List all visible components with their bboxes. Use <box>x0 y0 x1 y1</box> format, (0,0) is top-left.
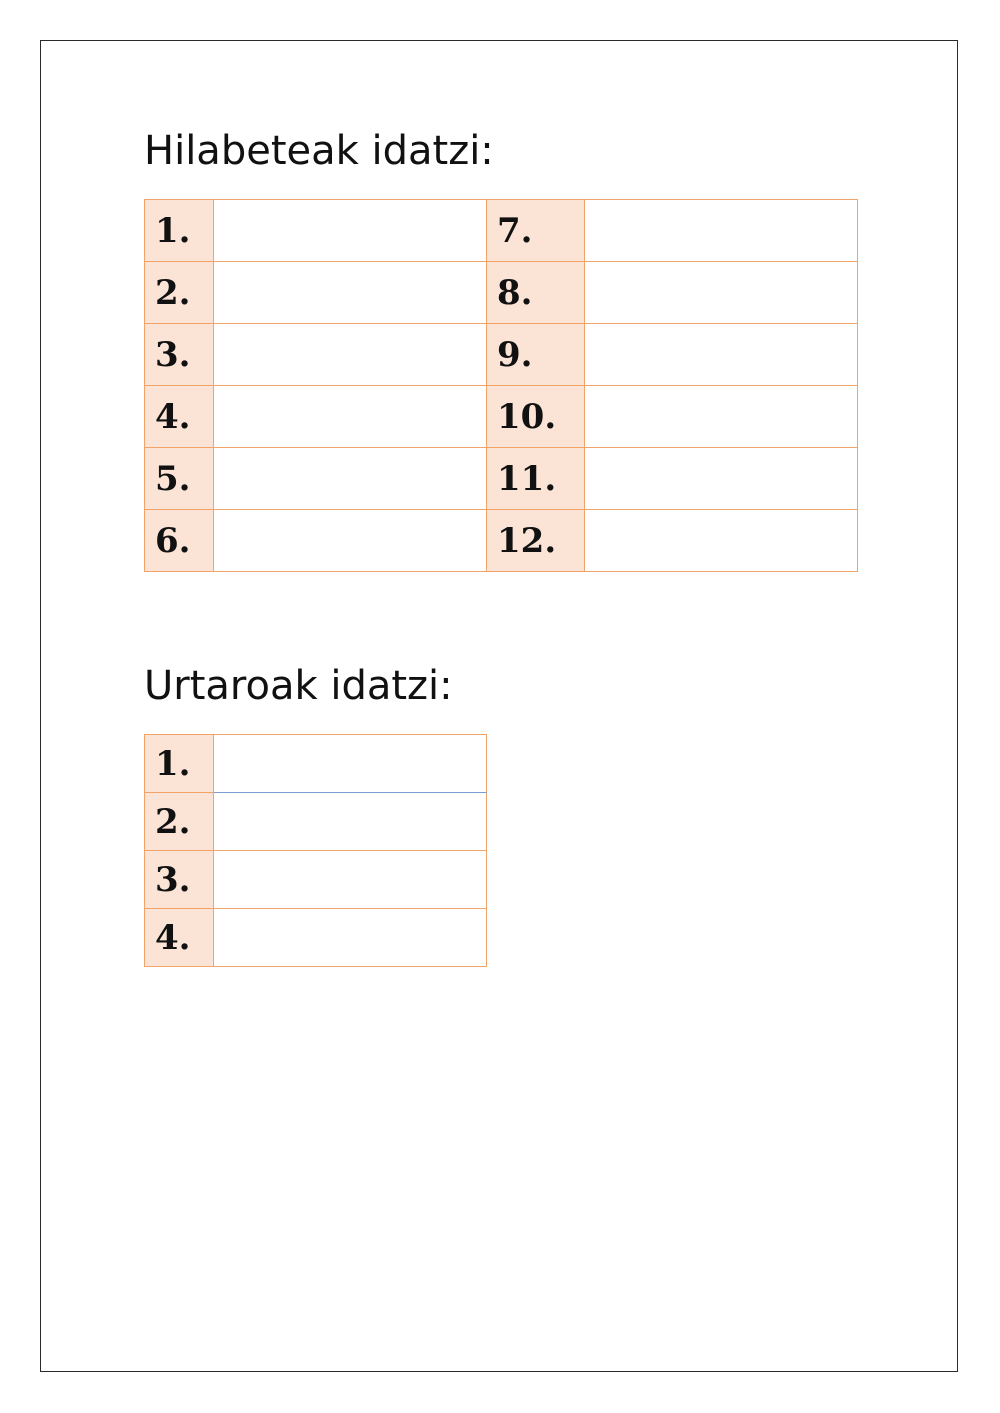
season-number-cell: 4. <box>145 909 214 967</box>
month-answer-field[interactable] <box>585 200 858 262</box>
month-answer-field[interactable] <box>214 510 487 572</box>
table-row <box>145 793 487 851</box>
month-number-cell: 11. <box>487 448 585 510</box>
month-number-cell: 5. <box>145 448 214 510</box>
table-row <box>145 851 487 909</box>
month-number-cell: 6. <box>145 510 214 572</box>
month-number-cell: 8. <box>487 262 585 324</box>
month-number-cell: 12. <box>487 510 585 572</box>
month-number-cell: 10. <box>487 386 585 448</box>
month-answer-field[interactable] <box>214 262 487 324</box>
table-row <box>145 386 858 448</box>
table-row <box>145 324 858 386</box>
table-row <box>145 448 858 510</box>
season-answer-field[interactable] <box>214 793 487 851</box>
table-row <box>145 200 858 262</box>
month-number-cell: 4. <box>145 386 214 448</box>
season-number-cell: 3. <box>145 851 214 909</box>
table-row <box>145 909 487 967</box>
table-row <box>145 262 858 324</box>
seasons-table <box>144 734 487 967</box>
season-answer-field[interactable] <box>214 851 487 909</box>
month-answer-field[interactable] <box>585 448 858 510</box>
months-heading: Hilabeteak idatzi: <box>144 128 494 174</box>
table-row <box>145 735 487 793</box>
season-number-cell: 2. <box>145 793 214 851</box>
month-number-cell: 7. <box>487 200 585 262</box>
seasons-heading: Urtaroak idatzi: <box>144 663 453 709</box>
month-number-cell: 9. <box>487 324 585 386</box>
season-number-cell: 1. <box>145 735 214 793</box>
month-answer-field[interactable] <box>585 386 858 448</box>
month-answer-field[interactable] <box>214 324 487 386</box>
month-number-cell: 1. <box>145 200 214 262</box>
month-answer-field[interactable] <box>214 448 487 510</box>
month-answer-field[interactable] <box>585 324 858 386</box>
month-answer-field[interactable] <box>585 510 858 572</box>
month-answer-field[interactable] <box>214 386 487 448</box>
month-number-cell: 2. <box>145 262 214 324</box>
months-table <box>144 199 858 572</box>
table-row <box>145 510 858 572</box>
season-answer-field[interactable] <box>214 735 487 793</box>
season-answer-field[interactable] <box>214 909 487 967</box>
month-number-cell: 3. <box>145 324 214 386</box>
month-answer-field[interactable] <box>214 200 487 262</box>
month-answer-field[interactable] <box>585 262 858 324</box>
